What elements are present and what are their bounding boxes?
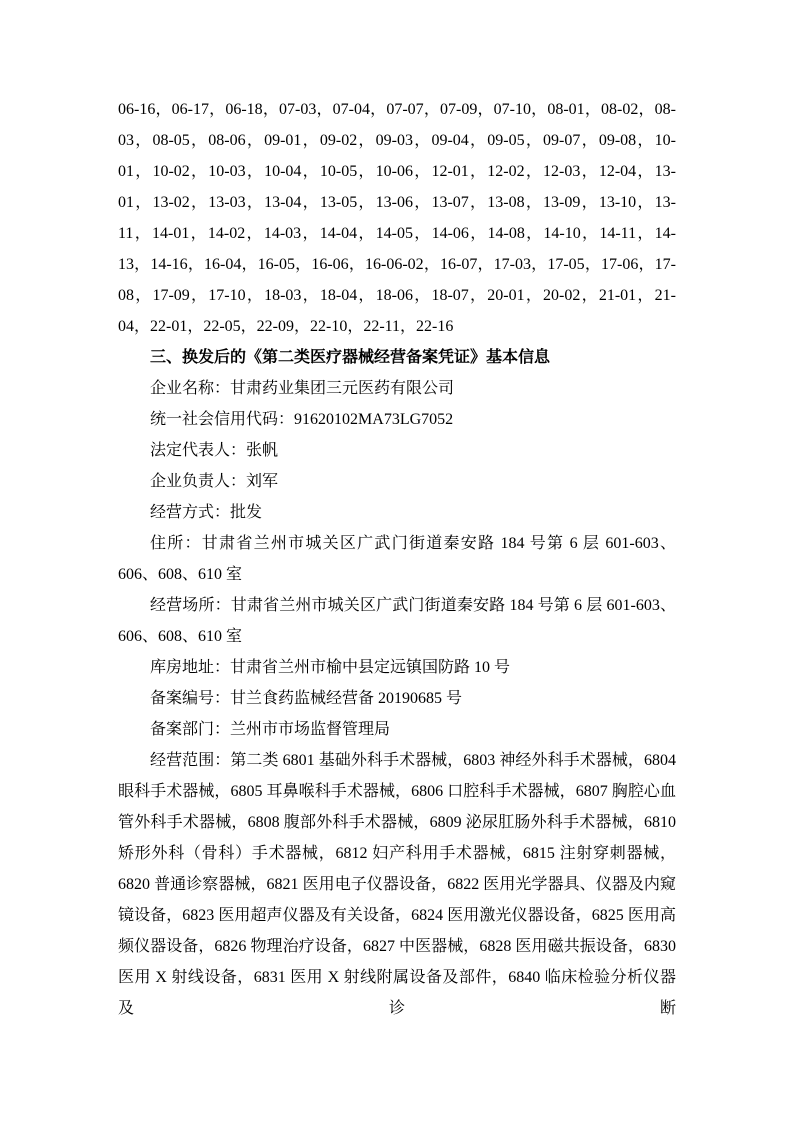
- code-list-paragraph: 06-16，06-17，06-18，07-03，07-04，07-07，07-09，07-10，08-01，08-02，08-03，08-05，08-06，09-01，09-02，09-03，09-04，09-05，09-07，09-08，10-01，10-02，10-03，10-04，10-05，10-06，12-01，12-02，12-03，12-04，13-01，13-02，13-03，13-04，13-05，13-06，13-07，13-08，13-09，13-10，13-11，14-01，14-02，14-03，14-04，14-05，14-06，14-08，14-10，14-11，14-13，14-16，16-04，16-05，16-06，16-06-02，16-07，17-03，17-05，17-06，17-08，17-09，17-10，18-03，18-04，18-06，18-07，20-01，20-02，21-01，21-04，22-01，22-05，22-09，22-10，22-11，22-16: [118, 101, 676, 335]
- field-record-department: [118, 714, 676, 745]
- field-value: 张帆: [246, 442, 279, 459]
- colon-separator: ：: [214, 721, 231, 738]
- field-value: 甘肃药业集团三元医药有限公司: [230, 380, 455, 397]
- field-value: 兰州市市场监督管理局: [230, 721, 391, 738]
- field-residence-address: [118, 528, 676, 590]
- field-business-mode: [118, 497, 676, 528]
- field-label: 住所: [150, 535, 185, 552]
- field-value: 甘肃省兰州市榆中县定远镇国防路 10 号: [230, 659, 511, 676]
- colon-separator: ：: [214, 504, 231, 521]
- document-content: [118, 94, 676, 1024]
- field-credit-code: [118, 404, 676, 435]
- field-label: 统一社会信用代码: [150, 411, 279, 428]
- field-label: 法定代表人: [150, 442, 231, 459]
- field-label: 库房地址: [150, 659, 215, 676]
- colon-separator: ：: [214, 690, 231, 707]
- field-record-number: [118, 683, 676, 714]
- field-label: 经营范围: [150, 752, 215, 769]
- field-company-name: [118, 373, 676, 404]
- field-value: 批发: [230, 504, 263, 521]
- field-legal-representative: [118, 435, 676, 466]
- field-label: 经营场所: [150, 597, 215, 614]
- section-heading: 三、换发后的《第二类医疗器械经营备案凭证》基本信息: [150, 349, 551, 366]
- field-label: 备案部门: [150, 721, 215, 738]
- colon-separator: ：: [184, 535, 202, 552]
- field-value: 91620102MA73LG7052: [294, 411, 454, 428]
- colon-separator: ：: [214, 597, 231, 614]
- field-business-premises: [118, 590, 676, 652]
- field-warehouse-address: [118, 652, 676, 683]
- colon-separator: ：: [214, 752, 231, 769]
- colon-separator: ：: [230, 473, 247, 490]
- field-label: 备案编号: [150, 690, 215, 707]
- field-value: 甘肃省兰州市城关区广武门街道秦安路 184 号第 6 层 601-603、606、608、610 室: [118, 597, 676, 645]
- colon-separator: ：: [230, 442, 247, 459]
- field-value: 甘兰食药监械经营备 20190685 号: [230, 690, 463, 707]
- colon-separator: ：: [278, 411, 295, 428]
- field-value: 第二类 6801 基础外科手术器械，6803 神经外科手术器械，6804 眼科手术器械，6805 耳鼻喉科手术器械，6806 口腔科手术器械，6807 胸腔心血管外科手术器械，6808 腹部外科手术器械，6809 泌尿肛肠外科手术器械，6810 矫形外科（骨科）手术器械，6812 妇产科用手术器械，6815 注射穿刺器械，6820 普通诊察器械，6821 医用电子仪器设备，6822 医用光学器具、仪器及内窥镜设备，6823 医用超声仪器及有关设备，6824 医用激光仪器设备，6825 医用高频仪器设备，6826 物理治疗设备，6827 中医器械，6828 医用磁共振设备，6830 医用 X 射线设备，6831 医用 X 射线附属设备及部件，6840 临床检验分析仪器及诊断: [118, 752, 676, 1017]
- colon-separator: ：: [214, 659, 231, 676]
- field-business-scope: [118, 745, 676, 1024]
- field-enterprise-manager: [118, 466, 676, 497]
- colon-separator: ：: [214, 380, 231, 397]
- field-label: 经营方式: [150, 504, 215, 521]
- field-value: 甘肃省兰州市城关区广武门街道秦安路 184 号第 6 层 601-603、606、608、610 室: [118, 535, 676, 583]
- field-value: 刘军: [246, 473, 279, 490]
- field-label: 企业名称: [150, 380, 215, 397]
- field-label: 企业负责人: [150, 473, 231, 490]
